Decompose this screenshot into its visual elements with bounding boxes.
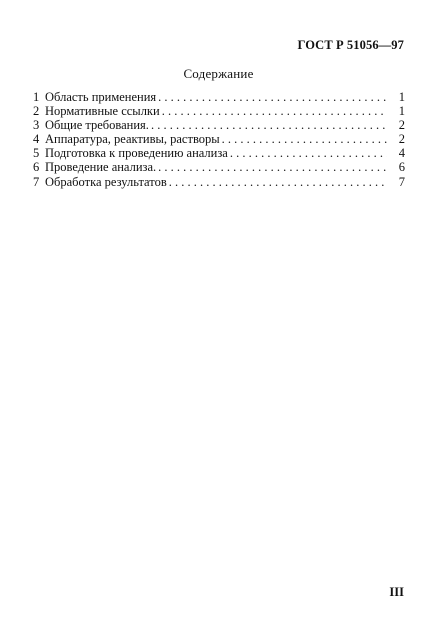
toc-leader-dots [222, 132, 387, 146]
toc-entry[interactable] [33, 118, 405, 132]
toc-entry-number: 3 [33, 118, 40, 133]
toc-entry[interactable] [33, 146, 405, 160]
toc-entry-page: 1 [398, 104, 405, 119]
toc-entry[interactable] [33, 175, 405, 189]
table-of-contents [33, 90, 405, 189]
toc-entry-number: 5 [33, 146, 40, 161]
toc-entry-number: 4 [33, 132, 40, 147]
toc-entry-title: Общие требования. [45, 118, 149, 133]
toc-entry-page: 2 [398, 132, 405, 147]
toc-leader-dots [162, 104, 387, 118]
toc-entry-page: 1 [398, 90, 405, 104]
toc-entry-page: 7 [398, 174, 405, 189]
contents-title: Содержание [183, 66, 254, 81]
page-number: III [389, 585, 404, 599]
toc-entry[interactable] [33, 160, 405, 174]
toc-entry-number: 2 [33, 104, 40, 119]
document-code: ГОСТ Р 51056—97 [297, 38, 404, 52]
toc-entry-title: Область применения [45, 90, 157, 104]
toc-entry-page: 2 [398, 118, 405, 133]
toc-entry-title: Обработка результатов [45, 174, 167, 189]
toc-entry-page: 6 [398, 160, 405, 175]
toc-entry-page: 4 [398, 146, 405, 161]
toc-leader-dots [158, 160, 387, 174]
toc-entry[interactable] [33, 104, 405, 118]
toc-entry[interactable] [33, 90, 405, 104]
toc-entry-title: Аппаратура, реактивы, растворы [45, 132, 220, 147]
toc-entry-title: Нормативные ссылки [45, 104, 160, 119]
toc-entry-number: 6 [33, 160, 40, 175]
toc-leader-dots [151, 118, 387, 132]
toc-entry[interactable] [33, 132, 405, 146]
toc-entry-number: 7 [33, 174, 40, 189]
toc-entry-title: Подготовка к проведению анализа [45, 146, 228, 161]
toc-leader-dots [158, 90, 387, 104]
toc-entry-title: Проведение анализа. [45, 160, 157, 175]
toc-entry-number: 1 [33, 90, 40, 104]
toc-leader-dots [169, 175, 387, 189]
toc-leader-dots [230, 146, 387, 160]
